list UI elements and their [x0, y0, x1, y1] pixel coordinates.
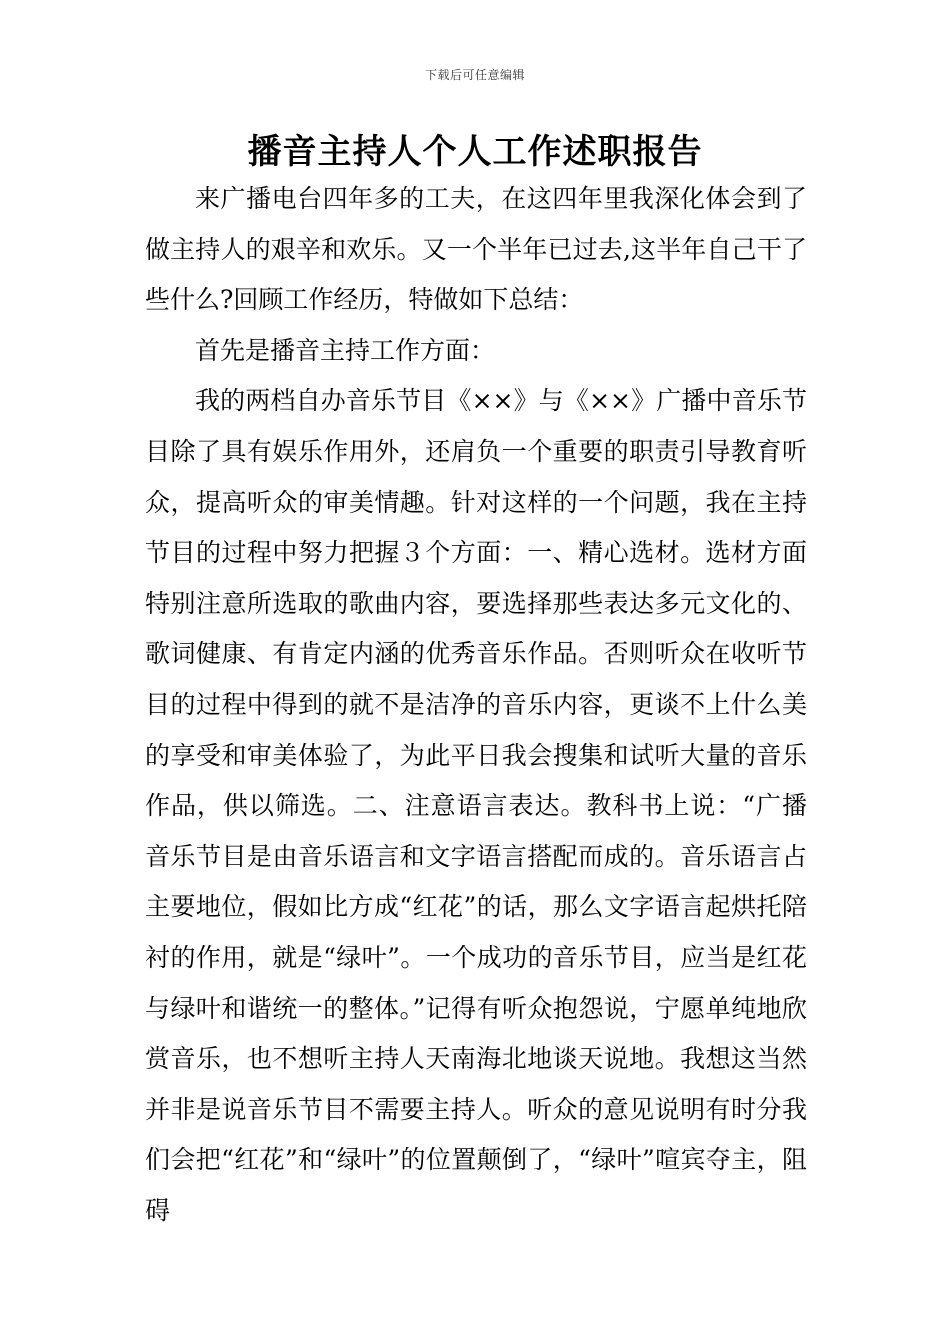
paragraph: 我的两档自办音乐节目《××》与《××》广播中音乐节目除了具有娱乐作用外，还肩负一个重要的职责引导教育听众，提高听众的审美情趣。针对这样的一个问题，我在主持节目的过程中努力把握３个方面：一、精心选材。选材方面特别注意所选取的歌曲内容，要选择那些表达多元文化的、歌词健康、有肯定内涵的优秀音乐作品。否则听众在收听节目的过程中得到的就不是洁净的音乐内容，更谈不上什么美的享受和审美体验了，为此平日我会搜集和试听大量的音乐作品，供以筛选。二、注意语言表达。教科书上说：“广播音乐节目是由音乐语言和文字语言搭配而成的。音乐语言占主要地位，假如比方成“红花”的话，那么文字语言起烘托陪衬的作用，就是“绿叶”。一个成功的音乐节目，应当是红花与绿叶和谐统一的整体。”记得有听众抱怨说，宁愿单纯地欣赏音乐，也不想听主持人天南海北地谈天说地。我想这当然并非是说音乐节目不需要主持人。听众的意见说明有时分我们会把“红花”和“绿叶”的位置颠倒了，“绿叶”喧宾夺主，阻碍: [145, 386, 807, 1225]
paragraph: 首先是播音主持工作方面：: [195, 335, 496, 365]
header-note: 下载后可任意编辑: [424, 68, 525, 82]
document-title: 播音主持人个人工作述职报告: [247, 132, 703, 172]
document-body: [145, 174, 807, 1236]
paragraph: 来广播电台四年多的工夫，在这四年里我深化体会到了做主持人的艰辛和欢乐。又一个半年已过去,这半年自己干了些什么?回顾工作经历，特做如下总结：: [145, 184, 807, 315]
